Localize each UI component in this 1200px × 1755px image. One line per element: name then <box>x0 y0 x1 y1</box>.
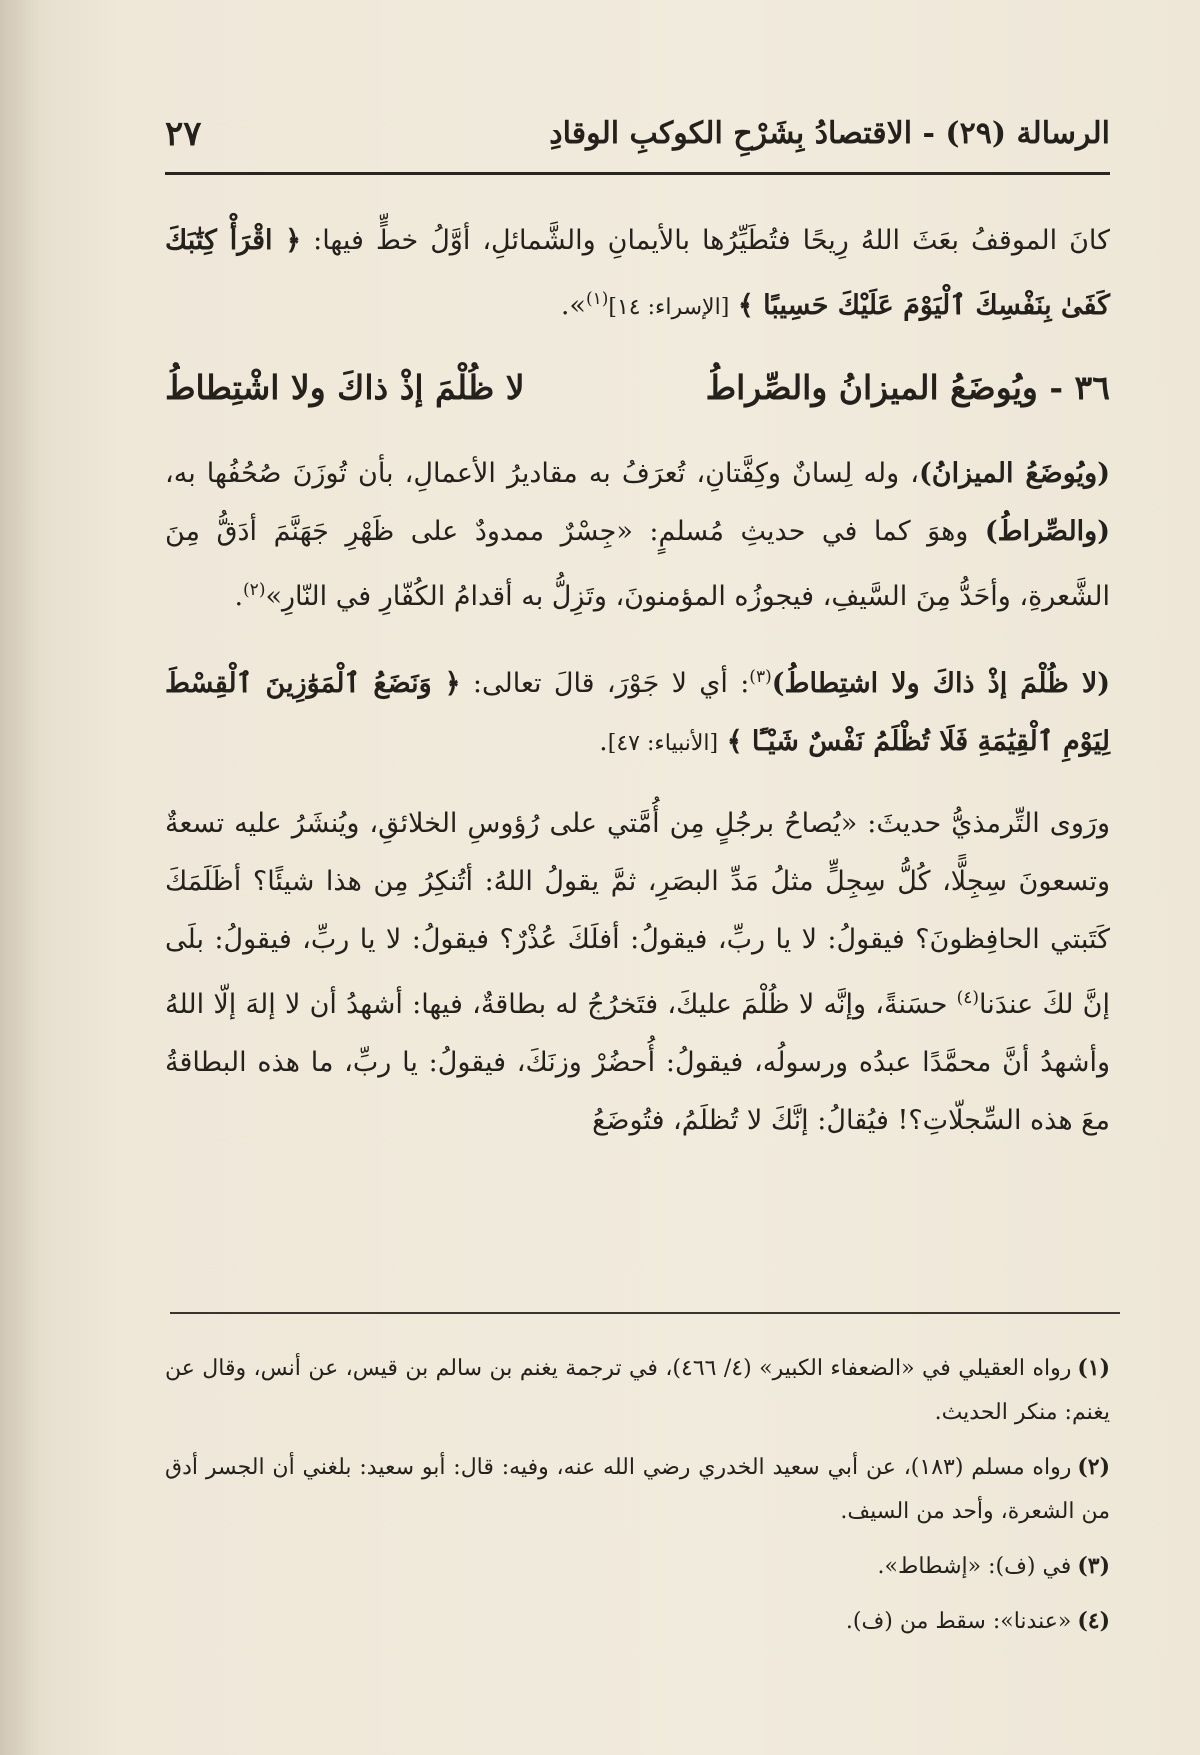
footnote-text: رواه مسلم (١٨٣)، عن أبي سعيد الخدري رضي الله عنه، وفيه: قال: أبو سعيد: بلغني أن الجسر أدق من الشعرة، وأحد من السيف. <box>165 1455 1110 1524</box>
paragraph-3-bold: (لا ظُلْمَ إذْ ذاكَ ولا اشتِطاطُ) <box>771 668 1110 699</box>
paragraph-4-text-2: حسَنةً، وإنَّه لا ظُلْمَ عليكَ، فتَخرُجُ له بطاقةٌ، فيها: أشهدُ أن لا إلهَ إلّا اللهُ وأشهدُ أنَّ محمَّدًا عبدُه ورسولُه، فيقولُ: أُحضُرْ وزنَكَ، فيقولُ: يا ربِّ، ما هذه البطاقةُ معَ هذه السِّجلّاتِ؟! فيُقالُ: إنَّكَ لا تُظلَمُ، فتُوضَعُ <box>165 989 1110 1136</box>
paragraph-1-end: ». <box>560 290 586 321</box>
running-title: الرسالة (٢٩) - الاقتصادُ بِشَرْحِ الكوكبِ الوقادِ <box>549 116 1110 151</box>
page-header <box>165 112 1110 175</box>
footnote-mark-4: (٤) <box>956 988 980 1008</box>
verse-second-hemistich: لا ظُلْمَ إذْ ذاكَ ولا اشْتِطاطُ <box>165 368 525 407</box>
footnote-mark-3: (٣) <box>749 667 772 687</box>
footnotes <box>165 1346 1110 1654</box>
main-text <box>165 212 1110 1172</box>
footnote-4 <box>165 1599 1110 1644</box>
paragraph-1-text: كانَ الموقفُ بعَثَ اللهُ رِيحًا فتُطَيِّرُها بالأيمانِ والشَّمائلِ، أوَّلُ خطٍّ فيها: <box>301 225 1110 256</box>
footnote-mark-2: (٢) <box>243 580 266 600</box>
paragraph-4-text-1: ورَوى التِّرمذيُّ حديثَ: «يُصاحُ برجُلٍ مِن أُمَّتي على رُؤوسِ الخلائقِ، ويُنشَرُ عليه تسعةٌ وتسعونَ سِجِلًّا، كُلُّ سِجِلٍّ مثلُ مَدِّ البصَرِ، ثمَّ يقولُ اللهُ: أتُنكِرُ مِن هذا شيئًا؟ أظَلَمَكَ كَتَبتي الحافِظونَ؟ فيقولُ: لا يا ربِّ، فيقولُ: أفلَكَ عُذْرٌ؟ فيقولُ: لا يا ربِّ، فيقولُ: بلَى إنَّ لكَ عندَنا <box>165 808 1110 1020</box>
paragraph-2 <box>165 445 1110 626</box>
paragraph-2-text-1: ، وله لِسانٌ وكِفَّتانِ، تُعرَفُ به مقاديرُ الأعمالِ، بأن تُوزَنَ صُحُفُها به، <box>165 458 920 489</box>
paragraph-3-text: : أي لا جَوْرَ، قالَ تعالى: <box>460 668 750 699</box>
footnote-1 <box>165 1346 1110 1435</box>
footnote-separator <box>170 1312 1120 1314</box>
paragraph-3 <box>165 648 1110 773</box>
paragraph-2-text-2: وهوَ كما في حديثِ مُسلمٍ: «جِسْرٌ ممدودٌ على ظَهْرِ جَهَنَّمَ أدَقُّ مِنَ الشَّعرةِ، وأحَدُّ مِنَ السَّيفِ، فيجوزُه المؤمنونَ، وتَزِلُّ به أقدامُ الكُفّارِ في النّارِ» <box>165 516 1110 612</box>
footnote-text: في (ف): «إشطاط». <box>877 1554 1072 1579</box>
paragraph-2-end: . <box>234 581 244 612</box>
footnote-3 <box>165 1544 1110 1589</box>
footnote-2 <box>165 1445 1110 1534</box>
footnote-mark-1: (١) <box>585 289 609 309</box>
quran-quote-1: ﴿ اقْرَأْ كِتَٰبَكَ كَفَىٰ بِنَفْسِكَ ٱلْيَوْمَ عَلَيْكَ حَسِيبًا ﴾ <box>165 225 1110 321</box>
paragraph-2-bold-1: (ويُوضَعُ الميزانُ) <box>919 458 1110 489</box>
page-number: ٢٧ <box>165 114 202 154</box>
footnote-number: (٤) <box>1077 1608 1110 1634</box>
paragraph-1 <box>165 212 1110 337</box>
footnote-number: (١) <box>1077 1355 1111 1381</box>
quran-reference-2: [الأنبياء: ٤٧] <box>607 731 719 756</box>
paragraph-3-end: . <box>599 726 608 757</box>
paragraph-4 <box>165 795 1110 1150</box>
quran-quote-2: ﴿ وَنَضَعُ ٱلْمَوَٰزِينَ ٱلْقِسْطَ لِيَوْمِ ٱلْقِيَٰمَةِ فَلَا تُظْلَمُ نَفْسٌ شَيْـًٔا ﴾ <box>165 668 1110 757</box>
paragraph-2-bold-2: (والصِّراطُ) <box>984 516 1110 547</box>
quran-reference-1: [الإسراء: ١٤] <box>608 295 730 320</box>
footnote-text: رواه العقيلي في «الضعفاء الكبير» (٤/ ٤٦٦)، في ترجمة يغنم بن سالم بن قيس، عن أنس، وقال عن يغنم: منكر الحديث. <box>165 1356 1110 1425</box>
footnote-number: (٣) <box>1077 1553 1110 1579</box>
footnote-text: «عندنا»: سقط من (ف). <box>845 1609 1072 1634</box>
footnote-number: (٢) <box>1077 1454 1110 1480</box>
poem-verse-36 <box>165 359 1110 419</box>
verse-first-hemistich: ٣٦ - ويُوضَعُ الميزانُ والصِّراطُ <box>705 368 1110 407</box>
